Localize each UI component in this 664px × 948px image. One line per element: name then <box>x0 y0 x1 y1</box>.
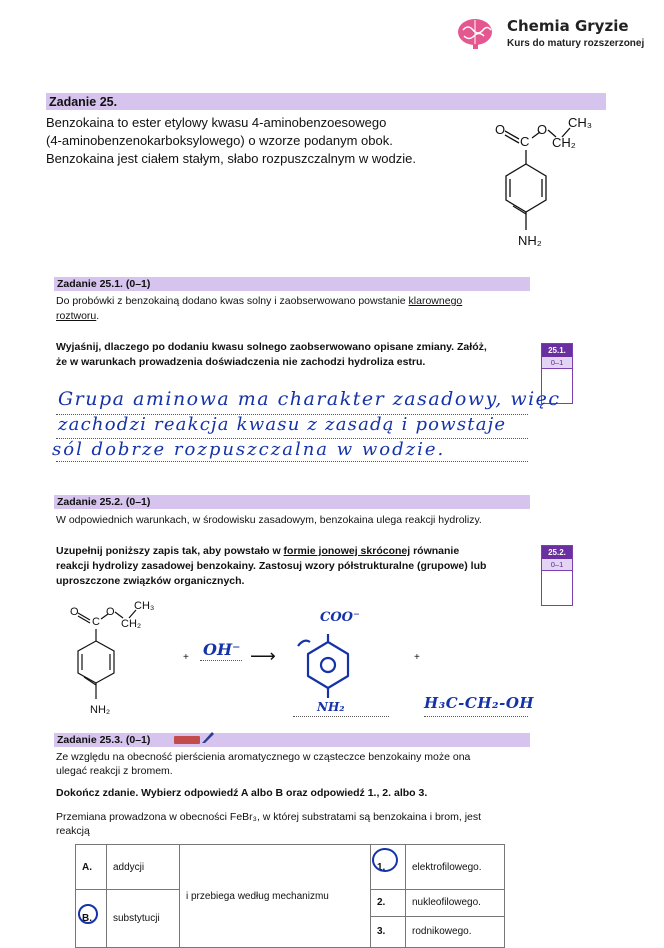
task-25-intro-3: Benzokaina jest ciałem stałym, słabo rozpuszczalnym w wodzie. <box>46 151 416 166</box>
option-a-key[interactable]: A. <box>76 845 107 890</box>
plus-sign-1: + <box>183 652 189 663</box>
reaction-benzocaine-structure <box>64 597 174 719</box>
task-25-2-header <box>54 495 530 509</box>
answer-line-3 <box>56 461 528 462</box>
task-25-1-text: Do probówki z benzokainą dodano kwas solny i zaobserwowano powstanie klarownego <box>56 295 463 307</box>
structure-ch2: CH₂ <box>552 135 576 150</box>
structure-c: C <box>520 134 530 149</box>
task-25-2-text: W odpowiednich warunkach, w środowisku zasadowym, benzokaina ulega reakcji hydrolizy. <box>56 514 482 526</box>
handwritten-amino-group: NH₂ <box>317 700 345 714</box>
answer-slot-product-1[interactable] <box>293 716 389 717</box>
handwritten-ethanol: H₃C-CH₂-OH <box>424 694 535 712</box>
task-25-3-instruction: Dokończ zdanie. Wybierz odpowiedź A albo B oraz odpowiedź 1., 2. albo 3. <box>56 787 428 799</box>
option-2-key[interactable]: 2. <box>371 890 405 917</box>
task-25-2-question-3: uproszczone związków organicznych. <box>56 575 245 587</box>
structure-o-ester: O <box>106 606 115 618</box>
task-25-2-question-1: Uzupełnij poniższy zapis tak, aby powstało w formie jonowej skróconej równanie <box>56 545 460 557</box>
task-25-3-text-2: ulegać reakcji z bromem. <box>56 765 173 777</box>
structure-o-carbonyl: O <box>70 606 79 618</box>
task-25-intro-2: (4-aminobenzenokarboksylowego) o wzorze podanym obok. <box>46 133 393 148</box>
task-25-1-question-1: Wyjaśnij, dlaczego po dodaniu kwasu solnego zaobserwowano opisane zmiany. Załóż, <box>56 341 487 353</box>
task-25-title: Zadanie 25. <box>49 95 118 109</box>
score-box-label: 25.2. <box>542 546 572 559</box>
handwritten-answer-line-1: Grupa aminowa ma charakter zasadowy, więc <box>58 388 561 410</box>
handwritten-hydroxide: OH⁻ <box>203 640 241 659</box>
table-middle-text: i przebiega według mechanizmu <box>180 845 371 948</box>
task-25-1-title: Zadanie 25.1. (0–1) <box>57 278 151 290</box>
option-1-key[interactable]: 1. <box>371 845 406 890</box>
task-25-1-text-2: roztworu. <box>56 310 100 322</box>
answer-slot-reactant[interactable] <box>200 660 242 661</box>
score-box-range: 0–1 <box>542 357 572 369</box>
answer-slot-product-2[interactable] <box>424 716 528 717</box>
pen-icon <box>201 730 215 744</box>
structure-nh2: NH₂ <box>518 233 542 248</box>
option-3-key[interactable]: 3. <box>377 926 386 937</box>
structure-ch3: CH₃ <box>568 115 593 130</box>
task-25-3-stem-2: reakcją <box>56 825 90 837</box>
handwritten-carboxylate: COO⁻ <box>320 610 360 625</box>
task-25-2-title: Zadanie 25.2. (0–1) <box>57 496 151 508</box>
option-3-text: rodnikowego. <box>412 926 472 937</box>
option-1-text: elektrofilowego. <box>406 845 505 890</box>
brand-logo <box>455 16 495 50</box>
answer-table <box>75 844 505 948</box>
structure-ch2: CH₂ <box>121 618 142 630</box>
handwritten-benzoate-structure <box>290 610 370 710</box>
structure-nh2: NH₂ <box>90 704 111 716</box>
task-25-2-question-2: reakcji hydrolizy zasadowej benzokainy. Zastosuj wzory półstrukturalne (grupowe) lub <box>56 560 487 572</box>
option-a-text: addycji <box>107 845 180 890</box>
task-25-3-stem-1: Przemiana prowadzona w obecności FeBr₃, w której substratami są benzokaina i brom, jest <box>56 811 482 823</box>
task-25-3-title: Zadanie 25.3. (0–1) <box>57 734 151 746</box>
structure-o-ester: O <box>537 122 548 137</box>
task-25-1-question-2: że w warunkach prowadzenia doświadczenia nie zachodzi hydroliza estru. <box>56 356 426 368</box>
structure-ch3: CH₃ <box>134 600 155 612</box>
score-box-label: 25.1. <box>542 344 572 357</box>
score-box-25-2 <box>541 545 573 606</box>
score-box-range: 0–1 <box>542 559 572 571</box>
option-2-text: nukleofilowego. <box>406 890 504 917</box>
structure-c: C <box>92 616 100 628</box>
score-box-field[interactable] <box>542 571 572 605</box>
task-25-3-text-1: Ze względu na obecność pierścienia aromatycznego w cząsteczce benzokainy może ona <box>56 751 471 763</box>
option-b-key[interactable]: B. <box>76 890 107 948</box>
benzocaine-structure <box>490 108 610 253</box>
handwritten-answer-line-2: zachodzi reakcja kwasu z zasadą i powstaje <box>58 414 507 435</box>
task-25-1-header <box>54 277 530 291</box>
structure-o-carbonyl: O <box>495 122 506 137</box>
brand-tagline: Kurs do matury rozszerzonej <box>507 38 645 49</box>
option-b-text: substytucji <box>107 890 180 948</box>
brand-name: Chemia Gryzie <box>507 17 629 35</box>
plus-sign-2: + <box>414 652 420 663</box>
handwritten-circle-1 <box>372 848 398 872</box>
reaction-arrow: ⟶ <box>250 646 276 666</box>
handwritten-answer-line-3: sól dobrze rozpuszczalna w wodzie. <box>52 439 446 460</box>
task-25-3-header <box>54 733 530 747</box>
task-25-intro-1: Benzokaina to ester etylowy kwasu 4-aminobenzoesowego <box>46 115 387 130</box>
brain-icon <box>455 16 495 50</box>
handwritten-circle-b <box>78 904 98 924</box>
difficulty-rating <box>174 736 200 744</box>
